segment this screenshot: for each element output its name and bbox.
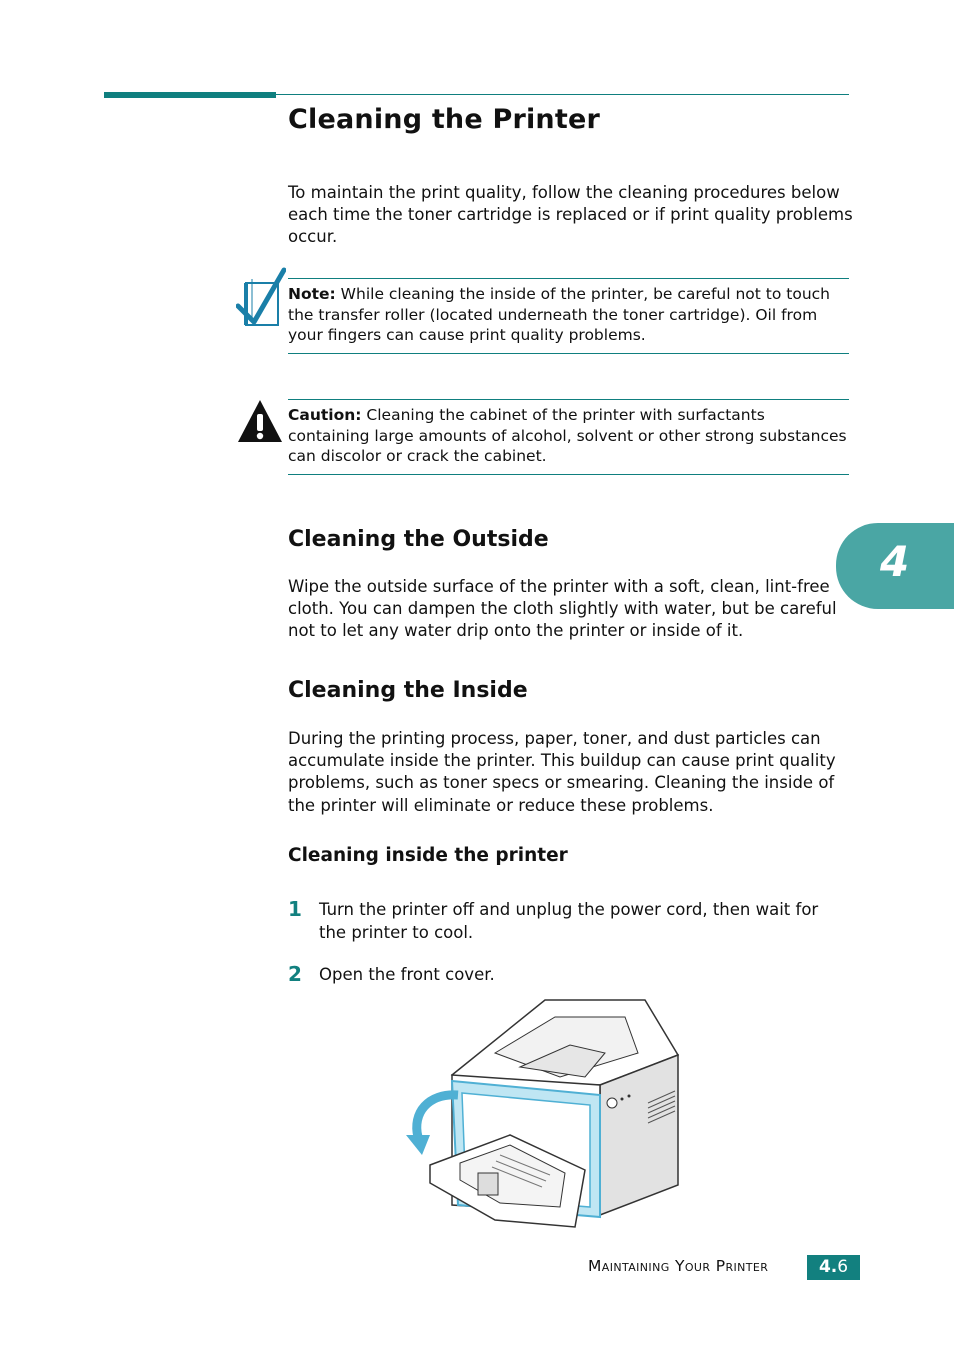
step-1-text: Turn the printer off and unplug the power cord, then wait for the printer to cool.	[319, 900, 819, 942]
outside-heading: Cleaning the Outside	[288, 527, 549, 552]
caution-label: Caution:	[288, 406, 362, 424]
note-paragraph	[288, 284, 849, 346]
note-box	[288, 278, 849, 354]
page-number-prefix: 4.	[818, 1257, 838, 1277]
title-rule-thick	[104, 92, 276, 98]
caution-warning-icon	[236, 398, 284, 444]
chapter-tab	[836, 523, 954, 609]
page-number-box	[807, 1255, 860, 1280]
caution-paragraph	[288, 405, 849, 467]
printer-illustration	[400, 995, 690, 1240]
page-number: 6	[837, 1257, 849, 1277]
note-text: While cleaning the inside of the printer, be careful not to touch the transfer roller (located underneath the toner cartridge). Oil from your fingers can cause print quality problems.	[288, 285, 831, 344]
note-check-icon	[236, 266, 286, 330]
footer-section-title: Maintaining Your Printer	[588, 1257, 769, 1275]
caution-text: Cleaning the cabinet of the printer with surfactants containing large amounts of alcohol, solvent or other strong substances can discolor or crack the cabinet.	[288, 406, 847, 465]
caution-box	[288, 399, 849, 475]
step-2-text: Open the front cover.	[319, 965, 495, 984]
step-1-number: 1	[288, 897, 302, 921]
page-title: Cleaning the Printer	[288, 104, 600, 135]
step-2-number: 2	[288, 962, 302, 986]
intro-paragraph: To maintain the print quality, follow the cleaning procedures below each time the toner cartridge is replaced or if print quality problems occur.	[288, 183, 853, 247]
inside-paragraph: During the printing process, paper, toner, and dust particles can accumulate inside the printer. This buildup can cause print quality problems, such as toner specs or smearing. Cleaning the inside of the printer will eliminate or reduce these problems.	[288, 729, 836, 815]
outside-paragraph: Wipe the outside surface of the printer with a soft, clean, lint-free cloth. You can dampen the cloth slightly with water, but be careful not to let any water drip onto the printer or inside of it.	[288, 577, 837, 641]
title-rule-thin	[276, 94, 849, 95]
chapter-number: 4	[880, 537, 910, 586]
inside-subheading: Cleaning inside the printer	[288, 845, 568, 866]
note-label: Note:	[288, 285, 336, 303]
inside-heading: Cleaning the Inside	[288, 678, 528, 703]
